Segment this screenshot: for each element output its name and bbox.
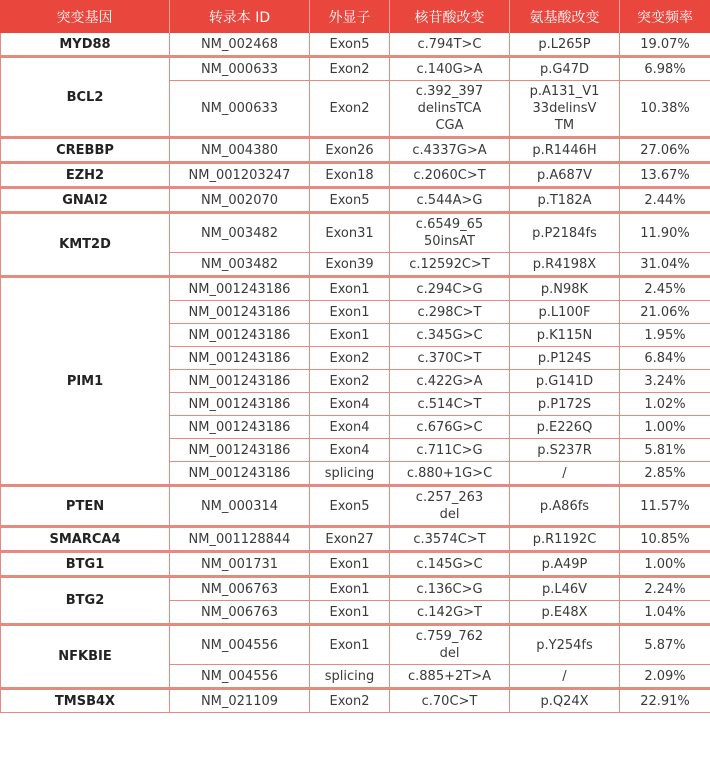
gene-name-cell: BCL2 bbox=[0, 58, 170, 137]
exon-cell: Exon1 bbox=[310, 578, 390, 601]
exon-cell: Exon1 bbox=[310, 553, 390, 576]
amino-acid-cell: p.A86fs bbox=[510, 487, 620, 526]
nucleotide-cell: c.514C>T bbox=[390, 393, 510, 416]
exon-cell: Exon2 bbox=[310, 690, 390, 713]
cell-text-line: TM bbox=[554, 118, 575, 133]
table-row bbox=[0, 487, 710, 526]
table-body bbox=[0, 33, 710, 713]
amino-acid-cell: p.R1192C bbox=[510, 528, 620, 551]
amino-acid-cell bbox=[510, 81, 620, 137]
header-transcript: 转录本 ID bbox=[170, 0, 310, 33]
transcript-cell: NM_004556 bbox=[170, 665, 310, 688]
gene-name-cell: KMT2D bbox=[0, 214, 170, 276]
nucleotide-cell: c.422G>A bbox=[390, 370, 510, 393]
gene-name-cell: BTG2 bbox=[0, 578, 170, 624]
table-row bbox=[0, 189, 710, 212]
table-row bbox=[0, 578, 710, 601]
exon-cell: Exon2 bbox=[310, 81, 390, 137]
transcript-cell: NM_001243186 bbox=[170, 324, 310, 347]
amino-acid-cell: p.P124S bbox=[510, 347, 620, 370]
table-row bbox=[0, 278, 710, 301]
transcript-cell: NM_006763 bbox=[170, 578, 310, 601]
frequency-cell: 19.07% bbox=[620, 33, 710, 56]
transcript-cell: NM_002070 bbox=[170, 189, 310, 212]
amino-acid-cell: p.L100F bbox=[510, 301, 620, 324]
cell-text-line: c.6549_65 bbox=[415, 217, 484, 232]
cell-text-line: del bbox=[439, 646, 460, 661]
transcript-cell: NM_004380 bbox=[170, 139, 310, 162]
table-row bbox=[0, 528, 710, 551]
nucleotide-cell: c.145G>C bbox=[390, 553, 510, 576]
frequency-cell: 5.87% bbox=[620, 626, 710, 665]
exon-cell: Exon31 bbox=[310, 214, 390, 253]
table-row bbox=[0, 626, 710, 665]
frequency-cell: 22.91% bbox=[620, 690, 710, 713]
frequency-cell: 13.67% bbox=[620, 164, 710, 187]
nucleotide-cell bbox=[390, 626, 510, 665]
transcript-cell: NM_006763 bbox=[170, 601, 310, 624]
frequency-cell: 11.57% bbox=[620, 487, 710, 526]
nucleotide-cell: c.2060C>T bbox=[390, 164, 510, 187]
frequency-cell: 31.04% bbox=[620, 253, 710, 276]
exon-cell: Exon5 bbox=[310, 33, 390, 56]
nucleotide-cell: c.142G>T bbox=[390, 601, 510, 624]
amino-acid-cell: p.G141D bbox=[510, 370, 620, 393]
transcript-cell: NM_002468 bbox=[170, 33, 310, 56]
gene-name-cell: PIM1 bbox=[0, 278, 170, 485]
nucleotide-cell: c.294C>G bbox=[390, 278, 510, 301]
gene-name-cell: EZH2 bbox=[0, 164, 170, 187]
table-row bbox=[0, 139, 710, 162]
gene-name-cell: MYD88 bbox=[0, 33, 170, 56]
header-nucleotide: 核苷酸改变 bbox=[390, 0, 510, 33]
nucleotide-cell: c.70C>T bbox=[390, 690, 510, 713]
table-row bbox=[0, 164, 710, 187]
frequency-cell: 6.84% bbox=[620, 347, 710, 370]
transcript-cell: NM_003482 bbox=[170, 253, 310, 276]
nucleotide-cell: c.12592C>T bbox=[390, 253, 510, 276]
cell-text-line: p.A131_V1 bbox=[529, 84, 600, 99]
nucleotide-cell: c.370C>T bbox=[390, 347, 510, 370]
transcript-cell: NM_000314 bbox=[170, 487, 310, 526]
amino-acid-cell: p.R4198X bbox=[510, 253, 620, 276]
gene-name-cell: PTEN bbox=[0, 487, 170, 526]
gene-name-cell: NFKBIE bbox=[0, 626, 170, 688]
cell-text-line: c.257_263 bbox=[415, 490, 484, 505]
transcript-cell: NM_001243186 bbox=[170, 301, 310, 324]
table-row bbox=[0, 58, 710, 81]
nucleotide-cell bbox=[390, 487, 510, 526]
nucleotide-cell: c.544A>G bbox=[390, 189, 510, 212]
frequency-cell: 21.06% bbox=[620, 301, 710, 324]
transcript-cell: NM_003482 bbox=[170, 214, 310, 253]
header-gene: 突变基因 bbox=[0, 0, 170, 33]
frequency-cell: 2.44% bbox=[620, 189, 710, 212]
nucleotide-cell: c.298C>T bbox=[390, 301, 510, 324]
nucleotide-cell bbox=[390, 81, 510, 137]
frequency-cell: 2.09% bbox=[620, 665, 710, 688]
exon-cell: Exon2 bbox=[310, 58, 390, 81]
frequency-cell: 1.00% bbox=[620, 416, 710, 439]
exon-cell: Exon2 bbox=[310, 370, 390, 393]
exon-cell: Exon2 bbox=[310, 347, 390, 370]
transcript-cell: NM_001243186 bbox=[170, 439, 310, 462]
header-amino-acid: 氨基酸改变 bbox=[510, 0, 620, 33]
nucleotide-cell: c.711C>G bbox=[390, 439, 510, 462]
exon-cell: Exon1 bbox=[310, 278, 390, 301]
frequency-cell: 27.06% bbox=[620, 139, 710, 162]
nucleotide-cell: c.880+1G>C bbox=[390, 462, 510, 485]
cell-text-line: delinsTCA bbox=[417, 101, 482, 116]
exon-cell: Exon27 bbox=[310, 528, 390, 551]
frequency-cell: 1.00% bbox=[620, 553, 710, 576]
frequency-cell: 10.38% bbox=[620, 81, 710, 137]
nucleotide-cell: c.3574C>T bbox=[390, 528, 510, 551]
amino-acid-cell: p.E226Q bbox=[510, 416, 620, 439]
exon-cell: Exon1 bbox=[310, 626, 390, 665]
header-frequency: 突变频率 bbox=[620, 0, 710, 33]
gene-name-cell: SMARCA4 bbox=[0, 528, 170, 551]
exon-cell: Exon26 bbox=[310, 139, 390, 162]
nucleotide-cell: c.140G>A bbox=[390, 58, 510, 81]
exon-cell: splicing bbox=[310, 665, 390, 688]
cell-text-line: c.392_397 bbox=[415, 84, 484, 99]
frequency-cell: 5.81% bbox=[620, 439, 710, 462]
amino-acid-cell: p.E48X bbox=[510, 601, 620, 624]
cell-text-line: 33delinsV bbox=[532, 101, 597, 116]
amino-acid-cell: p.P172S bbox=[510, 393, 620, 416]
gene-name-cell: TMSB4X bbox=[0, 690, 170, 713]
transcript-cell: NM_001128844 bbox=[170, 528, 310, 551]
exon-cell: Exon4 bbox=[310, 416, 390, 439]
exon-cell: Exon1 bbox=[310, 324, 390, 347]
nucleotide-cell: c.345G>C bbox=[390, 324, 510, 347]
transcript-cell: NM_001243186 bbox=[170, 462, 310, 485]
nucleotide-cell: c.885+2T>A bbox=[390, 665, 510, 688]
nucleotide-cell: c.136C>G bbox=[390, 578, 510, 601]
amino-acid-cell: p.Q24X bbox=[510, 690, 620, 713]
frequency-cell: 1.95% bbox=[620, 324, 710, 347]
amino-acid-cell: / bbox=[510, 665, 620, 688]
header-row bbox=[0, 0, 710, 33]
amino-acid-cell: p.S237R bbox=[510, 439, 620, 462]
exon-cell: Exon5 bbox=[310, 189, 390, 212]
cell-text-line: 50insAT bbox=[424, 234, 475, 249]
transcript-cell: NM_001203247 bbox=[170, 164, 310, 187]
amino-acid-cell: / bbox=[510, 462, 620, 485]
transcript-cell: NM_001731 bbox=[170, 553, 310, 576]
frequency-cell: 2.85% bbox=[620, 462, 710, 485]
exon-cell: Exon39 bbox=[310, 253, 390, 276]
table-row bbox=[0, 33, 710, 56]
frequency-cell: 3.24% bbox=[620, 370, 710, 393]
exon-cell: splicing bbox=[310, 462, 390, 485]
frequency-cell: 2.24% bbox=[620, 578, 710, 601]
table-row bbox=[0, 214, 710, 253]
amino-acid-cell: p.N98K bbox=[510, 278, 620, 301]
transcript-cell: NM_001243186 bbox=[170, 370, 310, 393]
amino-acid-cell: p.L265P bbox=[510, 33, 620, 56]
nucleotide-cell: c.794T>C bbox=[390, 33, 510, 56]
nucleotide-cell bbox=[390, 214, 510, 253]
cell-text-line: CGA bbox=[435, 118, 464, 133]
cell-text-line: c.759_762 bbox=[415, 629, 484, 644]
amino-acid-cell: p.A687V bbox=[510, 164, 620, 187]
table-row bbox=[0, 690, 710, 713]
exon-cell: Exon1 bbox=[310, 601, 390, 624]
amino-acid-cell: p.T182A bbox=[510, 189, 620, 212]
frequency-cell: 1.02% bbox=[620, 393, 710, 416]
table-header bbox=[0, 0, 710, 33]
exon-cell: Exon4 bbox=[310, 439, 390, 462]
header-exon: 外显子 bbox=[310, 0, 390, 33]
table-row bbox=[0, 553, 710, 576]
transcript-cell: NM_004556 bbox=[170, 626, 310, 665]
exon-cell: Exon1 bbox=[310, 301, 390, 324]
amino-acid-cell: p.Y254fs bbox=[510, 626, 620, 665]
frequency-cell: 10.85% bbox=[620, 528, 710, 551]
cell-text-line: del bbox=[439, 507, 460, 522]
amino-acid-cell: p.A49P bbox=[510, 553, 620, 576]
nucleotide-cell: c.676G>C bbox=[390, 416, 510, 439]
frequency-cell: 2.45% bbox=[620, 278, 710, 301]
gene-name-cell: CREBBP bbox=[0, 139, 170, 162]
transcript-cell: NM_021109 bbox=[170, 690, 310, 713]
frequency-cell: 11.90% bbox=[620, 214, 710, 253]
amino-acid-cell: p.P2184fs bbox=[510, 214, 620, 253]
transcript-cell: NM_001243186 bbox=[170, 347, 310, 370]
exon-cell: Exon18 bbox=[310, 164, 390, 187]
transcript-cell: NM_000633 bbox=[170, 81, 310, 137]
nucleotide-cell: c.4337G>A bbox=[390, 139, 510, 162]
transcript-cell: NM_001243186 bbox=[170, 416, 310, 439]
amino-acid-cell: p.K115N bbox=[510, 324, 620, 347]
exon-cell: Exon5 bbox=[310, 487, 390, 526]
transcript-cell: NM_001243186 bbox=[170, 393, 310, 416]
amino-acid-cell: p.R1446H bbox=[510, 139, 620, 162]
amino-acid-cell: p.L46V bbox=[510, 578, 620, 601]
frequency-cell: 1.04% bbox=[620, 601, 710, 624]
frequency-cell: 6.98% bbox=[620, 58, 710, 81]
amino-acid-cell: p.G47D bbox=[510, 58, 620, 81]
transcript-cell: NM_000633 bbox=[170, 58, 310, 81]
gene-name-cell: GNAI2 bbox=[0, 189, 170, 212]
exon-cell: Exon4 bbox=[310, 393, 390, 416]
transcript-cell: NM_001243186 bbox=[170, 278, 310, 301]
gene-name-cell: BTG1 bbox=[0, 553, 170, 576]
